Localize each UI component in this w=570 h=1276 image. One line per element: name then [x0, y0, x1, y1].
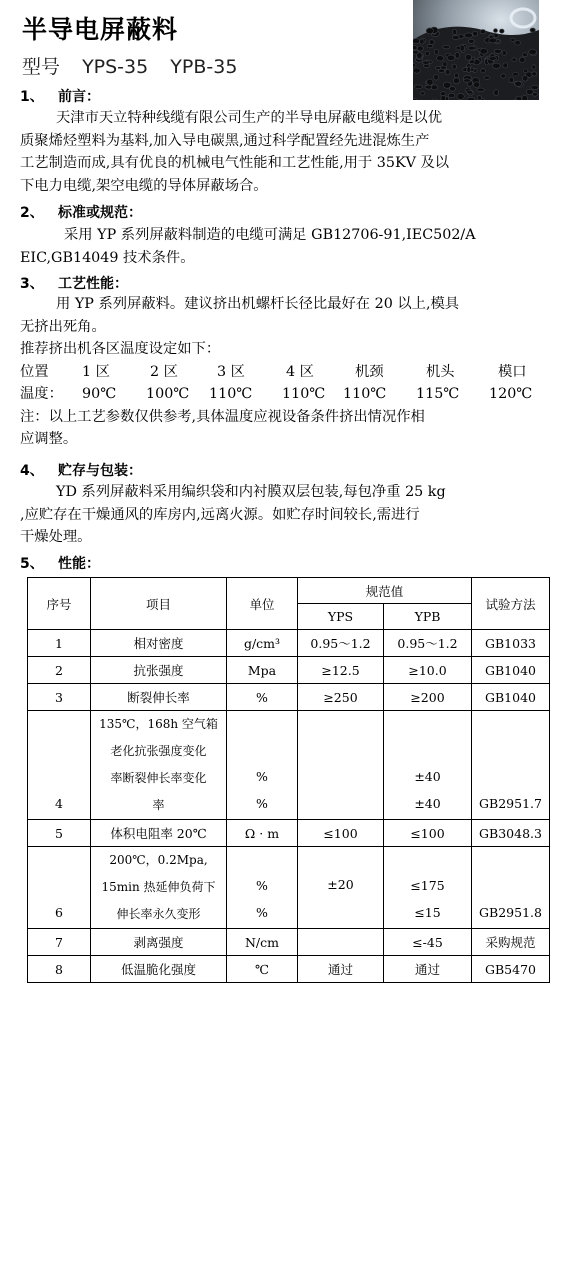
pellet	[420, 39, 424, 44]
pellet	[501, 74, 506, 78]
row-method: GB1040	[472, 657, 550, 684]
pellet	[464, 33, 472, 38]
section-3-title: 工艺性能：	[58, 276, 128, 292]
header-method: 试验方法	[472, 578, 550, 630]
section-3-number: 3、	[20, 276, 44, 292]
section-5-number: 5、	[20, 556, 44, 572]
header-seq: 序号	[28, 578, 91, 630]
pellet	[512, 58, 516, 62]
page-title: 半导电屏蔽料	[22, 15, 179, 44]
table-row	[28, 847, 550, 929]
section-4-line: YD 系列屏蔽料采用编织袋和内衬膜双层包装,每包净重 25 kg	[56, 484, 446, 500]
pellet	[413, 51, 419, 54]
pellet	[477, 96, 481, 100]
row-method: GB1033	[472, 630, 550, 657]
section-1-body	[20, 107, 550, 197]
pellet	[449, 86, 455, 91]
section-3-note: 注：以上工艺参数仅供参考,具体温度应视设备条件挤出情况作相	[20, 408, 425, 425]
pellet	[494, 29, 498, 33]
row-method: GB3048.3	[472, 820, 550, 847]
pellet	[510, 38, 515, 41]
row-unit-line: %	[256, 905, 268, 920]
zone-4: 4 区	[286, 363, 314, 380]
row-method: GB1040	[472, 684, 550, 711]
table-row	[28, 657, 550, 684]
pellet	[426, 28, 433, 34]
pellet	[413, 46, 417, 50]
row-ypb-line: ≤15	[414, 905, 441, 920]
pellet	[440, 92, 446, 96]
section-4-body	[20, 481, 550, 549]
row-item-line: 135℃，168h 空气箱	[99, 717, 218, 731]
section-5-title: 性能：	[58, 556, 100, 572]
pellet	[431, 85, 438, 90]
section-3-note: 应调整。	[20, 431, 78, 447]
pellet	[477, 88, 485, 92]
zone-die: 模口	[498, 363, 527, 380]
pellet	[455, 52, 459, 58]
row-ypb: 0.95～1.2	[384, 630, 472, 657]
pellet	[512, 73, 518, 76]
pellet	[434, 49, 438, 54]
pellet	[502, 51, 506, 56]
pellet	[468, 46, 475, 50]
pellet	[417, 46, 423, 51]
zone-1: 1 区	[82, 363, 110, 380]
pellet	[515, 81, 522, 86]
row-item-line: 率断裂伸长率变化	[110, 771, 207, 785]
pellet	[494, 90, 499, 96]
row-item: 断裂伸长率	[91, 684, 227, 711]
section-3-body	[20, 293, 550, 451]
pellet	[434, 75, 439, 81]
section-3-heading	[20, 273, 128, 293]
properties-table	[27, 577, 550, 983]
pellet	[456, 46, 461, 50]
product-photo	[413, 0, 539, 100]
row-method: 采购规范	[472, 929, 550, 956]
header-item: 项目	[91, 578, 227, 630]
row-item	[91, 711, 227, 820]
pellets-image	[413, 0, 539, 100]
pellet	[532, 72, 537, 76]
row-yps: 通过	[298, 956, 384, 983]
pellet	[437, 56, 444, 62]
section-3-line: 用 YP 系列屏蔽料。建议挤出机螺杆长径比最好在 20 以上,模具	[56, 296, 460, 312]
model-line	[22, 52, 253, 79]
section-1-number: 1、	[20, 89, 44, 105]
row-ypb-line: ±40	[414, 769, 441, 784]
row-seq: 8	[28, 956, 91, 983]
pellet	[425, 51, 429, 56]
section-1-line: 质聚烯烃塑料为基料,加入导电碳黑,通过科学配置经先进混炼生产	[20, 132, 430, 149]
pellet	[530, 28, 535, 32]
row-method: GB5470	[472, 956, 550, 983]
pellet	[473, 82, 480, 88]
row-item: 抗张强度	[91, 657, 227, 684]
pellet	[467, 91, 473, 94]
pellet	[452, 64, 456, 69]
section-2-title: 标准或规范：	[58, 205, 142, 221]
section-4-line: 干燥处理。	[20, 529, 92, 545]
position-row	[20, 361, 550, 384]
pellet	[427, 79, 434, 85]
section-4-heading	[20, 460, 142, 480]
header-yps: YPS	[298, 604, 384, 630]
row-item	[91, 847, 227, 929]
row-unit: Mpa	[227, 657, 298, 684]
pellet	[452, 36, 459, 40]
row-ypb-line: ±40	[414, 796, 441, 811]
section-2-line: EIC,GB14049 技术条件。	[20, 249, 195, 266]
row-item-line: 200℃，0.2Mpa,	[109, 853, 208, 867]
pellet	[443, 45, 450, 49]
row-yps: ≥12.5	[298, 657, 384, 684]
row-method: GB2951.8	[472, 847, 550, 929]
header-spec: 规范值	[298, 578, 472, 604]
row-seq: 4	[28, 711, 91, 820]
zone-neck: 机颈	[355, 363, 384, 380]
pellet	[429, 40, 434, 45]
header-unit: 单位	[227, 578, 298, 630]
pellet	[520, 57, 526, 63]
pellet	[422, 61, 429, 64]
row-yps	[298, 711, 384, 820]
row-ypb-line: ≤175	[410, 878, 445, 893]
row-unit	[227, 711, 298, 820]
row-unit: ℃	[227, 956, 298, 983]
pellet	[432, 99, 438, 100]
pellet	[421, 92, 425, 95]
row-item: 体积电阻率 20℃	[91, 820, 227, 847]
pellet	[489, 57, 497, 61]
pellet	[453, 78, 459, 84]
pellet	[532, 65, 536, 69]
pellet	[516, 96, 522, 100]
pellet	[533, 92, 538, 96]
pellet	[447, 55, 455, 60]
temp-neck: 110℃	[343, 386, 387, 402]
pellet	[509, 77, 514, 83]
header-ypb: YPB	[384, 604, 472, 630]
pellet	[492, 63, 500, 68]
table-row	[28, 684, 550, 711]
pellet	[467, 97, 475, 100]
zone-head: 机头	[426, 363, 455, 380]
zone-2: 2 区	[150, 363, 178, 380]
row-item-line: 老化抗张强度变化	[110, 744, 207, 758]
pellet	[494, 49, 502, 53]
row-unit: %	[227, 684, 298, 711]
model-label: 型号	[22, 56, 61, 78]
temp-die: 120℃	[489, 386, 533, 402]
pellet	[484, 76, 490, 79]
zone-3: 3 区	[217, 363, 245, 380]
section-2-body	[20, 224, 550, 269]
temperature-row	[20, 383, 550, 406]
table-row	[28, 820, 550, 847]
row-ypb	[384, 711, 472, 820]
pellet	[465, 54, 471, 60]
table-row	[28, 956, 550, 983]
row-seq: 5	[28, 820, 91, 847]
pellet	[529, 49, 537, 54]
section-1-title: 前言：	[58, 89, 100, 105]
temp-zone-2: 100℃	[146, 386, 190, 402]
section-4-line: ,应贮存在干燥通风的库房内,远离火源。如贮存时间较长,需进行	[20, 506, 420, 523]
temperature-label: 温度：	[20, 386, 63, 402]
pellet	[413, 64, 416, 67]
section-1-line: 天津市天立特种线缆有限公司生产的半导电屏蔽电缆料是以优	[56, 110, 443, 126]
row-ypb: 通过	[384, 956, 472, 983]
row-item-line: 15min 热延伸负荷下	[101, 880, 216, 894]
pellet	[515, 41, 521, 46]
section-3-line: 推荐挤出机各区温度设定如下：	[20, 341, 221, 357]
section-1-heading	[20, 86, 100, 106]
row-unit-line: %	[256, 878, 268, 893]
section-2-line: 采用 YP 系列屏蔽料制造的电缆可满足 GB12706-91,IEC502/A	[64, 227, 476, 243]
temp-zone-1: 90℃	[82, 386, 117, 402]
row-unit: N/cm	[227, 929, 298, 956]
row-item-line: 伸长率永久变形	[116, 907, 201, 921]
row-unit: Ω · m	[227, 820, 298, 847]
pellet	[522, 95, 528, 100]
row-seq: 2	[28, 657, 91, 684]
row-method: GB2951.7	[472, 711, 550, 820]
temp-zone-3: 110℃	[209, 386, 253, 402]
pellet	[522, 76, 528, 82]
pellet	[443, 62, 447, 67]
pellet	[522, 53, 527, 57]
row-item-line: 率	[152, 798, 165, 812]
row-item: 相对密度	[91, 630, 227, 657]
model-code-ypb: YPB-35	[170, 56, 238, 78]
row-seq: 6	[28, 847, 91, 929]
row-seq: 1	[28, 630, 91, 657]
pellet	[414, 85, 422, 89]
table-row	[28, 630, 550, 657]
row-yps: ≥250	[298, 684, 384, 711]
position-label: 位置	[20, 363, 49, 380]
pellet	[480, 49, 488, 55]
pellet	[473, 31, 478, 36]
pellet	[427, 44, 433, 47]
row-unit-line: %	[256, 796, 268, 811]
row-unit: g/cm³	[227, 630, 298, 657]
pellet	[489, 38, 497, 43]
pellet	[446, 69, 451, 74]
model-code-yps: YPS-35	[82, 56, 149, 78]
pellet	[453, 29, 457, 35]
section-2-number: 2、	[20, 205, 44, 221]
pellet	[469, 60, 475, 64]
pellet	[413, 68, 420, 73]
row-item: 低温脆化强度	[91, 956, 227, 983]
pellet	[503, 63, 508, 68]
pellet	[500, 29, 505, 33]
section-4-title: 贮存与包装：	[58, 463, 142, 479]
pellet	[438, 69, 445, 73]
section-2-heading	[20, 202, 142, 222]
row-ypb: ≤100	[384, 820, 472, 847]
pellet	[457, 93, 464, 99]
table-row	[28, 711, 550, 820]
pellet	[481, 69, 486, 73]
row-ypb	[384, 847, 472, 929]
section-4-number: 4、	[20, 463, 44, 479]
row-seq: 7	[28, 929, 91, 956]
row-yps: 0.95～1.2	[298, 630, 384, 657]
row-item: 剥离强度	[91, 929, 227, 956]
section-5-heading	[20, 553, 100, 573]
temp-zone-4: 110℃	[282, 386, 326, 402]
pellet	[463, 79, 470, 82]
row-yps: ±20	[298, 847, 384, 929]
row-yps	[298, 929, 384, 956]
pellet	[531, 86, 539, 90]
pellet	[454, 73, 458, 78]
table-row	[28, 929, 550, 956]
row-unit	[227, 847, 298, 929]
row-yps: ≤100	[298, 820, 384, 847]
row-ypb: ≥10.0	[384, 657, 472, 684]
row-seq: 3	[28, 684, 91, 711]
row-ypb: ≤-45	[384, 929, 472, 956]
section-1-line: 工艺制造而成,具有优良的机械电气性能和工艺性能,用于 35KV 及以	[20, 155, 450, 171]
section-3-line: 无挤出死角。	[20, 318, 106, 335]
row-unit-line: %	[256, 769, 268, 784]
pellet	[480, 30, 485, 34]
pellet	[413, 38, 420, 43]
pellet	[448, 93, 455, 97]
pellet	[441, 96, 446, 101]
pellet	[467, 67, 471, 73]
row-ypb: ≥200	[384, 684, 472, 711]
section-1-line: 下电力电缆,架空电缆的导体屏蔽场合。	[20, 177, 268, 194]
pellet	[468, 39, 474, 43]
temp-head: 115℃	[416, 386, 460, 402]
